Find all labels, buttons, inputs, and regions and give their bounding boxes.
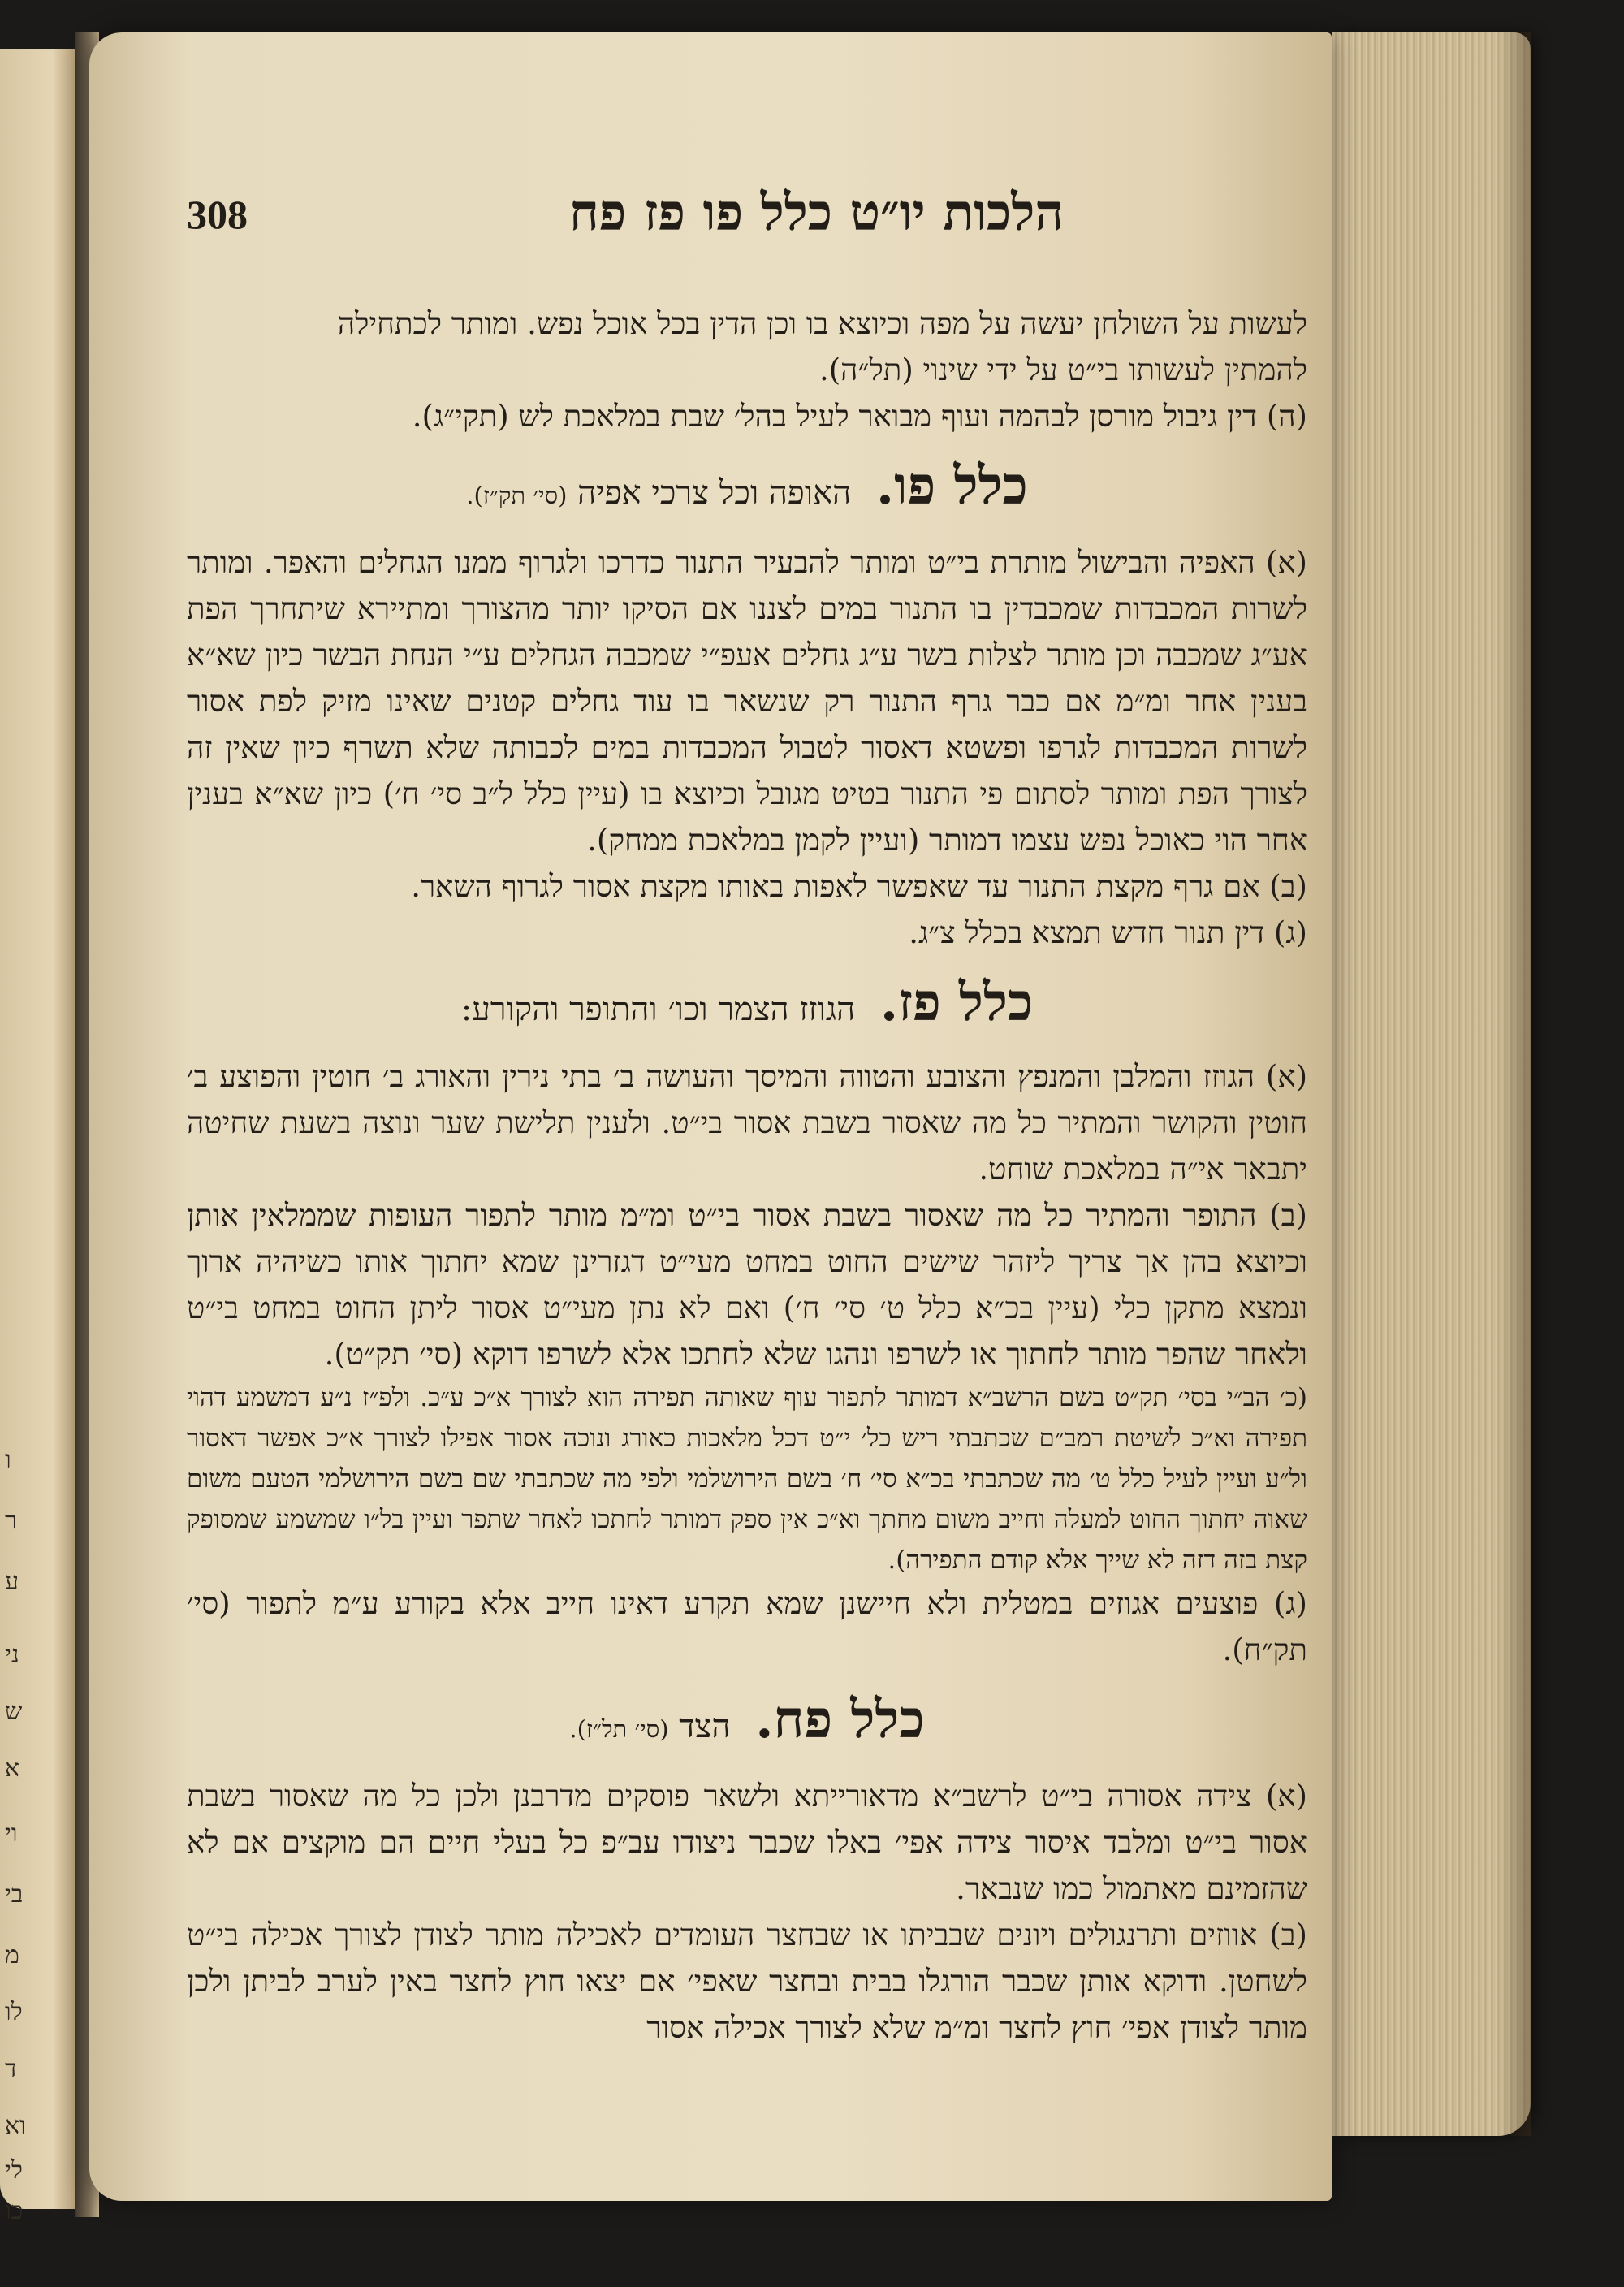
page-body (187, 300, 1307, 2051)
left-page-fragment: לו (5, 1998, 23, 2026)
section-title: האופה וכל צרכי אפיה (577, 474, 852, 512)
section-reference: (סי׳ תק״ז). (466, 482, 568, 509)
section-heading-88 (187, 1688, 1307, 1762)
section-label: כלל פח. (755, 1689, 925, 1750)
left-page-fragment: וא (5, 2112, 26, 2140)
left-page-fragment: וי (5, 1819, 18, 1848)
left-page-fragment: א (5, 1754, 20, 1783)
paragraph: (א) צידה אסורה בי״ט לרשב״א מדאורייתא ולשאר פוסקים מדרבנן ולכן כל מה שאסור בשבת אסור בי״ט ומלבד איסור צידה אפי׳ באלו שכבר ניצודו עב״פ כל בעלי חיים הם מוקצים אם לא שהזמינם מאתמול כמו שנבאר. (187, 1779, 1307, 1906)
left-facing-page (0, 49, 75, 2225)
paragraph: (ב) התופר והמתיר כל מה שאסור בשבת אסור בי״ט ומ״מ מותר לתפור העופות שממלאין אותן וכיוצא בהן אך צריך ליזהר שישים החוט במחט מעי״ט דגזרינן שמא יחתוך אותו כשיהיה ארוך ונמצא מתקן כלי (עיין בכ״א כלל ט׳ סי׳ ח׳) ואם לא נתן מעי״ט אסור ליתן החוט במחט בי״ט ולאחר שהפר מותר לחתוך או לשרפו ונהגו שלא לחתכו אלא לשרפו דוקא (סי׳ תק״ט). (187, 1198, 1307, 1372)
paragraph: (א) הגוזז והמלבן והמנפץ והצובע והטווה והמיסך והעושה ב׳ בתי נירין והאורג ב׳ חוטין והפוצע ב׳ חוטין והקושר והמתיר כל מה שאסור בשבת אסור בי״ט. ולענין תלישת שער ונוצה בשעת שחיטה יתבאר אי״ה במלאכת שוחט. (187, 1059, 1307, 1187)
running-title: הלכות יו״ט כלל פו פז פח (568, 183, 1064, 242)
paragraph: (ג) פוצעים אגוזים במטלית ולא חיישנן שמא תקרע דאינו חייב אלא בקורע ע״מ לתפור (סי׳ תק״ח). (187, 1586, 1307, 1667)
paragraph: (ג) דין תנור חדש תמצא בכלל צ״ג. (909, 915, 1307, 950)
left-page-fragment: ש (5, 1697, 23, 1726)
section-label: כלל פו. (875, 456, 1028, 517)
left-page-fragment: ד (5, 2055, 17, 2083)
left-page-fragment: לי (5, 2156, 23, 2185)
section-title: הצד (679, 1708, 731, 1745)
section-heading-86 (187, 454, 1307, 528)
section-label: כלל פז. (879, 972, 1034, 1033)
intro-line: לעשות על השולחן יעשה על מפה וכיוצא בו וכן הדין בכל אוכל נפש. ומותר לכתחילה (337, 306, 1307, 341)
paragraph: (א) האפיה והבישול מותרת בי״ט ומותר להבעיר התנור כדרכו ולגרוף ממנו הגחלים והאפר. ומותר לשרות המכבדות שמכבדין בו התנור במים לצננו אם הסיקו יותר מהצורך ומתיירא שיתחרך הפת אע״ג שמכבה וכן מותר לצלות בשר ע״ג גחלים אעפ״י שמכבה הגחלים ע״י הנחת הבשר כיון שא״א בענין אחר ומ״מ אם כבר גרף התנור רק שנשאר בו עוד גחלים קטנים שאינו מזיק לפת אסור לשרות המכבדות לגרפו ופשטא דאסור לטבול המכבדות במים לכבותה שלא תשרף כיון שאין זה לצורך הפת ומותר לסתום פי התנור בטיט מגובל וכיוצא בו (עיין כלל ל״ב סי׳ ח׳) כיון שא״א בענין אחר הוי כאוכל נפש עצמו דמותר (ועיין לקמן במלאכת ממחק). (187, 545, 1307, 858)
section-title: הגוזז הצמר וכו׳ והתופר והקורע: (460, 991, 856, 1028)
section-reference: (סי׳ תל״ז). (569, 1715, 669, 1743)
book-page (89, 32, 1332, 2201)
page-number: 308 (187, 192, 248, 237)
page-header (187, 183, 1307, 256)
left-page-fragment: כו (5, 2197, 24, 2225)
intro-line: להמתין לעשותו בי״ט על ידי שינוי (תל״ה). (818, 352, 1307, 387)
paragraph: (ב) אם גרף מקצת התנור עד שאפשר לאפות באותו מקצת אסור לגרוף השאר. (411, 869, 1307, 904)
left-page-fragment: ע (5, 1567, 19, 1596)
intro-paragraph: (ה) דין גיבול מורסן לבהמה ועוף מבואר לעיל בהל׳ שבת במלאכת לש (תקי״ג). (412, 399, 1307, 434)
left-page-fragment: ר (5, 1507, 17, 1535)
left-page-fragment: מ (5, 1941, 19, 1969)
page-stack-edge (1332, 32, 1531, 2136)
paragraph: (ב) אווזים ותרנגולים ויונים שבביתו או שבחצר העומדים לאכילה מותר לצודן לצורך אכילה בי״ט לשחטן. ודוקא אותן שכבר הורגלו בבית ובחצר שאפי׳ אם יצאו חוץ לחצר באין לערב לביתן ולכן מותר לצודן אפי׳ חוץ לחצר ומ״מ שלא לצורך אכילה אסור (187, 1917, 1307, 2045)
page-content (187, 32, 1307, 2144)
left-page-fragment: בי (5, 1880, 24, 1909)
left-page-fragment: ני (5, 1641, 19, 1669)
gloss-note: (כ׳ הב״י בסי׳ תק״ט בשם הרשב״א דמותר לתפור עוף שאותה תפירה הוא לצורך א״כ ע״כ. ולפ״ז נ״ע דמשמע דהוי תפירה וא״כ לשיטת רמב״ם שכתבתי ריש כל׳ י״ט דכל מלאכות כאורג ונוכה אסור אפילו לצורך א״כ אפשר דאסור ול״ע ועיין לעיל כלל ט׳ מה שכתבתי בכ״א סי׳ ח׳ בשם הירושלמי ולפי מה שכתבתי שם בשם הירושלמי הטעם משום שאוה יחתוך החוט למעלה וחייב משום מחתך וא״כ אין ספק דמותר לחתכו לאחר שתפר ועיין בל״ו שמשמע שמסופק קצת בזה דזה לא שייך אלא קודם התפירה). (187, 1383, 1307, 1575)
left-page-fragment: ו (5, 1446, 11, 1474)
section-heading-87 (187, 971, 1307, 1042)
